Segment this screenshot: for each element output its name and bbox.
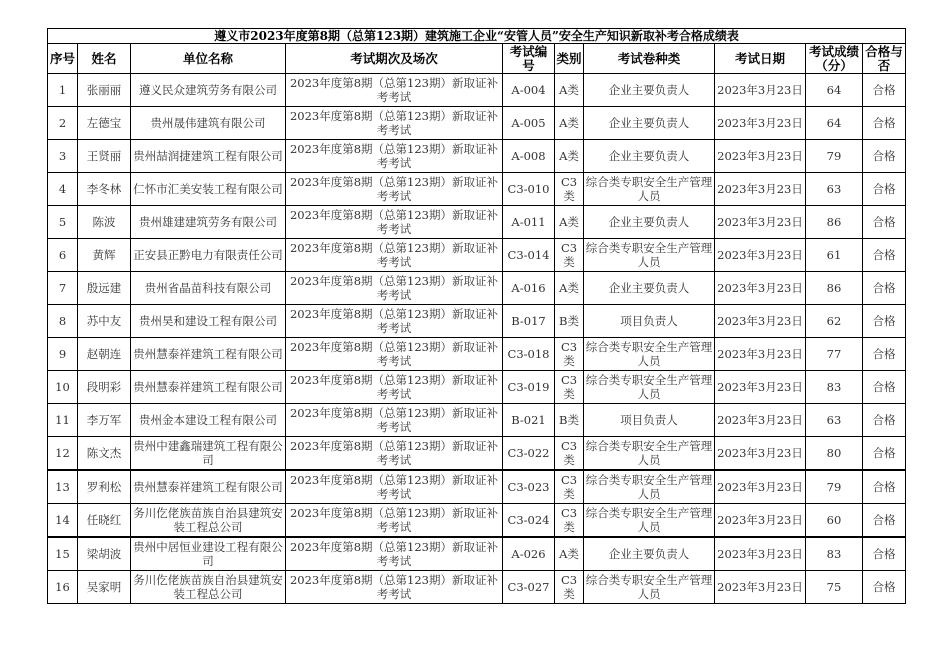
cell-company: 贵州省晶苗科技有限公司 bbox=[131, 272, 286, 305]
cell-company: 贵州喆润捷建筑工程有限公司 bbox=[131, 140, 286, 173]
table-row bbox=[48, 173, 906, 206]
cell-pass: 合格 bbox=[863, 272, 906, 305]
cell-paper-type: 企业主要负责人 bbox=[584, 107, 715, 140]
cell-paper-type: 企业主要负责人 bbox=[584, 206, 715, 239]
cell-category: C3类 bbox=[555, 239, 584, 272]
cell-company: 贵州金本建设工程有限公司 bbox=[131, 404, 286, 437]
cell-date: 2023年3月23日 bbox=[715, 107, 806, 140]
cell-score: 77 bbox=[806, 338, 863, 371]
cell-exam-no: A-026 bbox=[503, 537, 555, 571]
cell-date: 2023年3月23日 bbox=[715, 470, 806, 504]
cell-exam-no: A-011 bbox=[503, 206, 555, 239]
cell-pass: 合格 bbox=[863, 571, 906, 604]
cell-category: B类 bbox=[555, 404, 584, 437]
cell-seq: 3 bbox=[48, 140, 78, 173]
cell-paper-type: 综合类专职安全生产管理人员 bbox=[584, 470, 715, 504]
cell-period: 2023年度第8期（总第123期）新取证补考考试 bbox=[286, 504, 503, 538]
table-row bbox=[48, 404, 906, 437]
cell-period: 2023年度第8期（总第123期）新取证补考考试 bbox=[286, 404, 503, 437]
cell-exam-no: C3-014 bbox=[503, 239, 555, 272]
cell-category: C3类 bbox=[555, 571, 584, 604]
cell-period: 2023年度第8期（总第123期）新取证补考考试 bbox=[286, 107, 503, 140]
cell-period: 2023年度第8期（总第123期）新取证补考考试 bbox=[286, 140, 503, 173]
cell-paper-type: 综合类专职安全生产管理人员 bbox=[584, 571, 715, 604]
table-row bbox=[48, 272, 906, 305]
cell-exam-no: B-021 bbox=[503, 404, 555, 437]
cell-paper-type: 综合类专职安全生产管理人员 bbox=[584, 338, 715, 371]
cell-date: 2023年3月23日 bbox=[715, 206, 806, 239]
cell-name: 段明彩 bbox=[78, 371, 131, 404]
cell-paper-type: 综合类专职安全生产管理人员 bbox=[584, 173, 715, 206]
cell-date: 2023年3月23日 bbox=[715, 305, 806, 338]
cell-category: A类 bbox=[555, 140, 584, 173]
cell-name: 苏中友 bbox=[78, 305, 131, 338]
cell-category: C3类 bbox=[555, 470, 584, 504]
cell-company: 贵州慧泰祥建筑工程有限公司 bbox=[131, 371, 286, 404]
table-row bbox=[48, 537, 906, 571]
cell-score: 60 bbox=[806, 504, 863, 538]
cell-company: 贵州晟伟建筑有限公司 bbox=[131, 107, 286, 140]
cell-date: 2023年3月23日 bbox=[715, 173, 806, 206]
table-row bbox=[48, 571, 906, 604]
cell-date: 2023年3月23日 bbox=[715, 404, 806, 437]
cell-pass: 合格 bbox=[863, 537, 906, 571]
cell-period: 2023年度第8期（总第123期）新取证补考考试 bbox=[286, 338, 503, 371]
cell-paper-type: 综合类专职安全生产管理人员 bbox=[584, 504, 715, 538]
cell-exam-no: C3-010 bbox=[503, 173, 555, 206]
cell-name: 殷远建 bbox=[78, 272, 131, 305]
cell-period: 2023年度第8期（总第123期）新取证补考考试 bbox=[286, 173, 503, 206]
table-row bbox=[48, 74, 906, 107]
cell-date: 2023年3月23日 bbox=[715, 338, 806, 371]
cell-exam-no: C3-022 bbox=[503, 437, 555, 471]
cell-score: 79 bbox=[806, 470, 863, 504]
table-row bbox=[48, 338, 906, 371]
cell-paper-type: 企业主要负责人 bbox=[584, 272, 715, 305]
table-row bbox=[48, 437, 906, 471]
cell-period: 2023年度第8期（总第123期）新取证补考考试 bbox=[286, 437, 503, 471]
cell-score: 75 bbox=[806, 571, 863, 604]
cell-pass: 合格 bbox=[863, 140, 906, 173]
cell-pass: 合格 bbox=[863, 504, 906, 538]
cell-category: A类 bbox=[555, 537, 584, 571]
cell-name: 左德宝 bbox=[78, 107, 131, 140]
table-row bbox=[48, 206, 906, 239]
cell-period: 2023年度第8期（总第123期）新取证补考考试 bbox=[286, 537, 503, 571]
cell-name: 李冬林 bbox=[78, 173, 131, 206]
cell-name: 吴家明 bbox=[78, 571, 131, 604]
cell-category: C3类 bbox=[555, 338, 584, 371]
header-exam-no: 考试编号 bbox=[503, 44, 555, 74]
cell-name: 赵朝连 bbox=[78, 338, 131, 371]
cell-company: 贵州昊和建设工程有限公司 bbox=[131, 305, 286, 338]
cell-category: B类 bbox=[555, 305, 584, 338]
cell-company: 务川仡佬族苗族自治县建筑安装工程总公司 bbox=[131, 504, 286, 538]
cell-date: 2023年3月23日 bbox=[715, 504, 806, 538]
cell-name: 李万军 bbox=[78, 404, 131, 437]
cell-date: 2023年3月23日 bbox=[715, 239, 806, 272]
cell-score: 64 bbox=[806, 74, 863, 107]
table-row bbox=[48, 305, 906, 338]
cell-paper-type: 综合类专职安全生产管理人员 bbox=[584, 239, 715, 272]
cell-seq: 15 bbox=[48, 537, 78, 571]
cell-seq: 14 bbox=[48, 504, 78, 538]
cell-pass: 合格 bbox=[863, 305, 906, 338]
cell-category: C3类 bbox=[555, 437, 584, 471]
cell-paper-type: 企业主要负责人 bbox=[584, 537, 715, 571]
cell-date: 2023年3月23日 bbox=[715, 371, 806, 404]
cell-name: 任晓红 bbox=[78, 504, 131, 538]
cell-name: 王贤丽 bbox=[78, 140, 131, 173]
cell-company: 贵州慧泰祥建筑工程有限公司 bbox=[131, 470, 286, 504]
cell-exam-no: A-008 bbox=[503, 140, 555, 173]
table-row bbox=[48, 371, 906, 404]
cell-pass: 合格 bbox=[863, 206, 906, 239]
cell-name: 梁胡波 bbox=[78, 537, 131, 571]
cell-date: 2023年3月23日 bbox=[715, 272, 806, 305]
cell-pass: 合格 bbox=[863, 371, 906, 404]
cell-exam-no: C3-024 bbox=[503, 504, 555, 538]
cell-date: 2023年3月23日 bbox=[715, 74, 806, 107]
cell-seq: 9 bbox=[48, 338, 78, 371]
cell-category: A类 bbox=[555, 206, 584, 239]
header-pass: 合格与否 bbox=[863, 44, 906, 74]
cell-score: 61 bbox=[806, 239, 863, 272]
cell-category: A类 bbox=[555, 107, 584, 140]
table-row bbox=[48, 140, 906, 173]
cell-company: 贵州慧泰祥建筑工程有限公司 bbox=[131, 338, 286, 371]
cell-seq: 1 bbox=[48, 74, 78, 107]
cell-exam-no: A-016 bbox=[503, 272, 555, 305]
cell-category: A类 bbox=[555, 272, 584, 305]
cell-company: 贵州中建鑫瑞建筑工程有限公司 bbox=[131, 437, 286, 471]
cell-pass: 合格 bbox=[863, 239, 906, 272]
cell-seq: 10 bbox=[48, 371, 78, 404]
cell-paper-type: 项目负责人 bbox=[584, 404, 715, 437]
cell-name: 罗利松 bbox=[78, 470, 131, 504]
header-date: 考试日期 bbox=[715, 44, 806, 74]
cell-seq: 7 bbox=[48, 272, 78, 305]
cell-exam-no: C3-023 bbox=[503, 470, 555, 504]
cell-period: 2023年度第8期（总第123期）新取证补考考试 bbox=[286, 74, 503, 107]
cell-category: C3类 bbox=[555, 504, 584, 538]
table-row bbox=[48, 470, 906, 504]
cell-exam-no: A-005 bbox=[503, 107, 555, 140]
cell-score: 79 bbox=[806, 140, 863, 173]
cell-exam-no: A-004 bbox=[503, 74, 555, 107]
cell-category: A类 bbox=[555, 74, 584, 107]
cell-seq: 2 bbox=[48, 107, 78, 140]
cell-score: 63 bbox=[806, 404, 863, 437]
header-score: 考试成绩（分） bbox=[806, 44, 863, 74]
cell-period: 2023年度第8期（总第123期）新取证补考考试 bbox=[286, 371, 503, 404]
cell-pass: 合格 bbox=[863, 338, 906, 371]
header-category: 类别 bbox=[555, 44, 584, 74]
cell-seq: 11 bbox=[48, 404, 78, 437]
header-period: 考试期次及场次 bbox=[286, 44, 503, 74]
cell-period: 2023年度第8期（总第123期）新取证补考考试 bbox=[286, 272, 503, 305]
cell-company: 正安县正黔电力有限责任公司 bbox=[131, 239, 286, 272]
title-row bbox=[48, 29, 906, 44]
results-table bbox=[47, 28, 906, 604]
table-row bbox=[48, 239, 906, 272]
cell-seq: 8 bbox=[48, 305, 78, 338]
cell-exam-no: C3-027 bbox=[503, 571, 555, 604]
header-seq: 序号 bbox=[48, 44, 78, 74]
cell-seq: 16 bbox=[48, 571, 78, 604]
cell-pass: 合格 bbox=[863, 404, 906, 437]
header-company: 单位名称 bbox=[131, 44, 286, 74]
cell-score: 83 bbox=[806, 537, 863, 571]
cell-seq: 5 bbox=[48, 206, 78, 239]
header-row bbox=[48, 44, 906, 74]
cell-period: 2023年度第8期（总第123期）新取证补考考试 bbox=[286, 571, 503, 604]
cell-date: 2023年3月23日 bbox=[715, 140, 806, 173]
cell-exam-no: C3-018 bbox=[503, 338, 555, 371]
cell-pass: 合格 bbox=[863, 470, 906, 504]
cell-score: 64 bbox=[806, 107, 863, 140]
cell-pass: 合格 bbox=[863, 107, 906, 140]
cell-company: 贵州雄建建筑劳务有限公司 bbox=[131, 206, 286, 239]
cell-period: 2023年度第8期（总第123期）新取证补考考试 bbox=[286, 206, 503, 239]
cell-paper-type: 企业主要负责人 bbox=[584, 140, 715, 173]
cell-pass: 合格 bbox=[863, 437, 906, 471]
table-row bbox=[48, 107, 906, 140]
cell-company: 贵州中居恒业建设工程有限公司 bbox=[131, 537, 286, 571]
cell-pass: 合格 bbox=[863, 173, 906, 206]
cell-period: 2023年度第8期（总第123期）新取证补考考试 bbox=[286, 470, 503, 504]
cell-score: 83 bbox=[806, 371, 863, 404]
cell-name: 陈文杰 bbox=[78, 437, 131, 471]
cell-date: 2023年3月23日 bbox=[715, 537, 806, 571]
cell-date: 2023年3月23日 bbox=[715, 571, 806, 604]
cell-period: 2023年度第8期（总第123期）新取证补考考试 bbox=[286, 305, 503, 338]
cell-exam-no: C3-019 bbox=[503, 371, 555, 404]
cell-pass: 合格 bbox=[863, 74, 906, 107]
cell-company: 仁怀市汇美安装工程有限公司 bbox=[131, 173, 286, 206]
cell-company: 务川仡佬族苗族自治县建筑安装工程总公司 bbox=[131, 571, 286, 604]
cell-seq: 12 bbox=[48, 437, 78, 471]
sheet-title: 遵义市2023年度第8期（总第123期）建筑施工企业“安管人员”安全生产知识新取补考合格成绩表 bbox=[48, 29, 906, 44]
cell-seq: 4 bbox=[48, 173, 78, 206]
header-name: 姓名 bbox=[78, 44, 131, 74]
cell-name: 黄辉 bbox=[78, 239, 131, 272]
cell-paper-type: 综合类专职安全生产管理人员 bbox=[584, 371, 715, 404]
cell-seq: 6 bbox=[48, 239, 78, 272]
cell-name: 陈波 bbox=[78, 206, 131, 239]
cell-exam-no: B-017 bbox=[503, 305, 555, 338]
cell-paper-type: 综合类专职安全生产管理人员 bbox=[584, 437, 715, 471]
cell-score: 63 bbox=[806, 173, 863, 206]
cell-score: 86 bbox=[806, 206, 863, 239]
cell-paper-type: 项目负责人 bbox=[584, 305, 715, 338]
cell-score: 80 bbox=[806, 437, 863, 471]
cell-period: 2023年度第8期（总第123期）新取证补考考试 bbox=[286, 239, 503, 272]
header-paper-type: 考试卷种类 bbox=[584, 44, 715, 74]
cell-paper-type: 企业主要负责人 bbox=[584, 74, 715, 107]
cell-company: 遵义民众建筑劳务有限公司 bbox=[131, 74, 286, 107]
cell-score: 62 bbox=[806, 305, 863, 338]
table-row bbox=[48, 504, 906, 538]
cell-category: C3类 bbox=[555, 371, 584, 404]
cell-score: 86 bbox=[806, 272, 863, 305]
cell-seq: 13 bbox=[48, 470, 78, 504]
cell-category: C3类 bbox=[555, 173, 584, 206]
cell-name: 张丽丽 bbox=[78, 74, 131, 107]
cell-date: 2023年3月23日 bbox=[715, 437, 806, 471]
